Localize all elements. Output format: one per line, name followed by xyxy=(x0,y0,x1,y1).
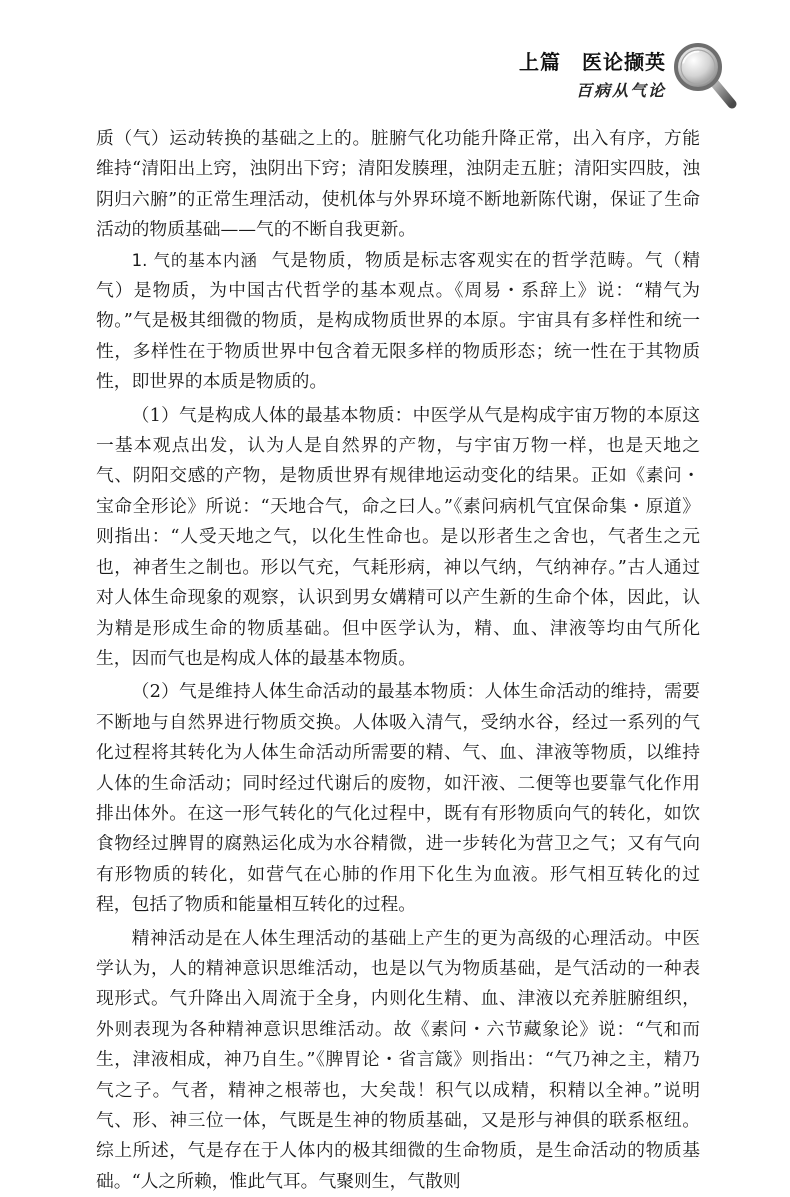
body-text xyxy=(96,124,700,1197)
magnifier-icon xyxy=(668,40,738,110)
paragraph-continuation xyxy=(96,124,700,246)
header-title: 上篇 医论撷英 xyxy=(519,50,666,74)
paragraph-point-1 xyxy=(96,398,700,675)
paragraph-text: 气是物质，物质是标志客观实在的哲学范畴。气（精气）是物质，为中国古代哲学的基本观点。《周易・系辞上》说：“精气为物。”气是极其细微的物质，是构成物质世界的本原。宇宙具有多样性和统一性，多样性在于物质世界中包含着无限多样的物质形态；统一性在于其物质性，即世界的本质是物质的。 xyxy=(96,249,700,393)
running-header xyxy=(438,40,738,110)
paragraph-text: （2）气是维持人体生命活动的最基本物质：人体生命活动的维持，需要不断地与自然界进行物质交换。人体吸入清气，受纳水谷，经过一系列的气化过程将其转化为人体生命活动所需要的精、气、血、津液等物质，以维持人体的生命活动；同时经过代谢后的废物，如汗液、二便等也要靠气化作用排出体外。在这一形气转化的气化过程中，既有有形物质向气的转化，如饮食物经过脾胃的腐熟运化成为水谷精微，进一步转化为营卫之气；又有气向有形物质的转化，如营气在心肺的作用下化生为血液。形气相互转化的过程，包括了物质和能量相互转化的过程。 xyxy=(96,681,700,916)
header-subtitle: 百病从气论 xyxy=(575,81,666,100)
paragraph-text: （1）气是构成人体的最基本物质：中医学从气是构成宇宙万物的本原这一基本观点出发，认为人是自然界的产物，与宇宙万物一样，也是天地之气、阴阳交感的产物，是物质世界有规律地运动变化的结果。正如《素问・宝命全形论》所说：“天地合气，命之曰人。”《素问病机气宜保命集・原道》则指出：“人受天地之气，以化生性命也。是以形者生之舍也，气者生之元也，神者生之制也。形以气充，气耗形病，神以气纳，气纳神存。”古人通过对人体生命现象的观察，认识到男女媾精可以产生新的生命个体，因此，认为精是形成生命的物质基础。但中医学认为，精、血、津液等均由气所化生，因而气也是构成人体的最基本物质。 xyxy=(96,404,700,669)
paragraph-basic-connotation xyxy=(96,246,700,398)
paragraph-mental-activity xyxy=(96,921,700,1197)
section-heading: 1. 气的基本内涵 xyxy=(131,250,258,270)
paragraph-text: 质（气）运动转换的基础之上的。脏腑气化功能升降正常，出入有序，方能维持“清阳出上窍，浊阴出下窍；清阳发腠理，浊阴走五脏；清阳实四肢，浊阴归六腑”的正常生理活动，使机体与外界环境不断地新陈代谢，保证了生命活动的物质基础——气的不断自我更新。 xyxy=(96,128,700,241)
paragraph-point-2 xyxy=(96,674,700,920)
paragraph-text: 精神活动是在人体生理活动的基础上产生的更为高级的心理活动。中医学认为，人的精神意识思维活动，也是以气为物质基础，是气活动的一种表现形式。气升降出入周流于全身，内则化生精、血、津液以充养脏腑组织，外则表现为各种精神意识思维活动。故《素问・六节藏象论》说：“气和而生，津液相成，神乃自生。”《脾胃论・省言箴》则指出：“气乃神之主，精乃气之子。气者，精神之根蒂也，大矣哉！积气以成精，积精以全神。”说明气、形、神三位一体，气既是生神的物质基础，又是形与神俱的联系枢纽。综上所述，气是存在于人体内的极其细微的生命物质，是生命活动的物质基础。“人之所赖，惟此气耳。气聚则生，气散则 xyxy=(96,927,700,1192)
